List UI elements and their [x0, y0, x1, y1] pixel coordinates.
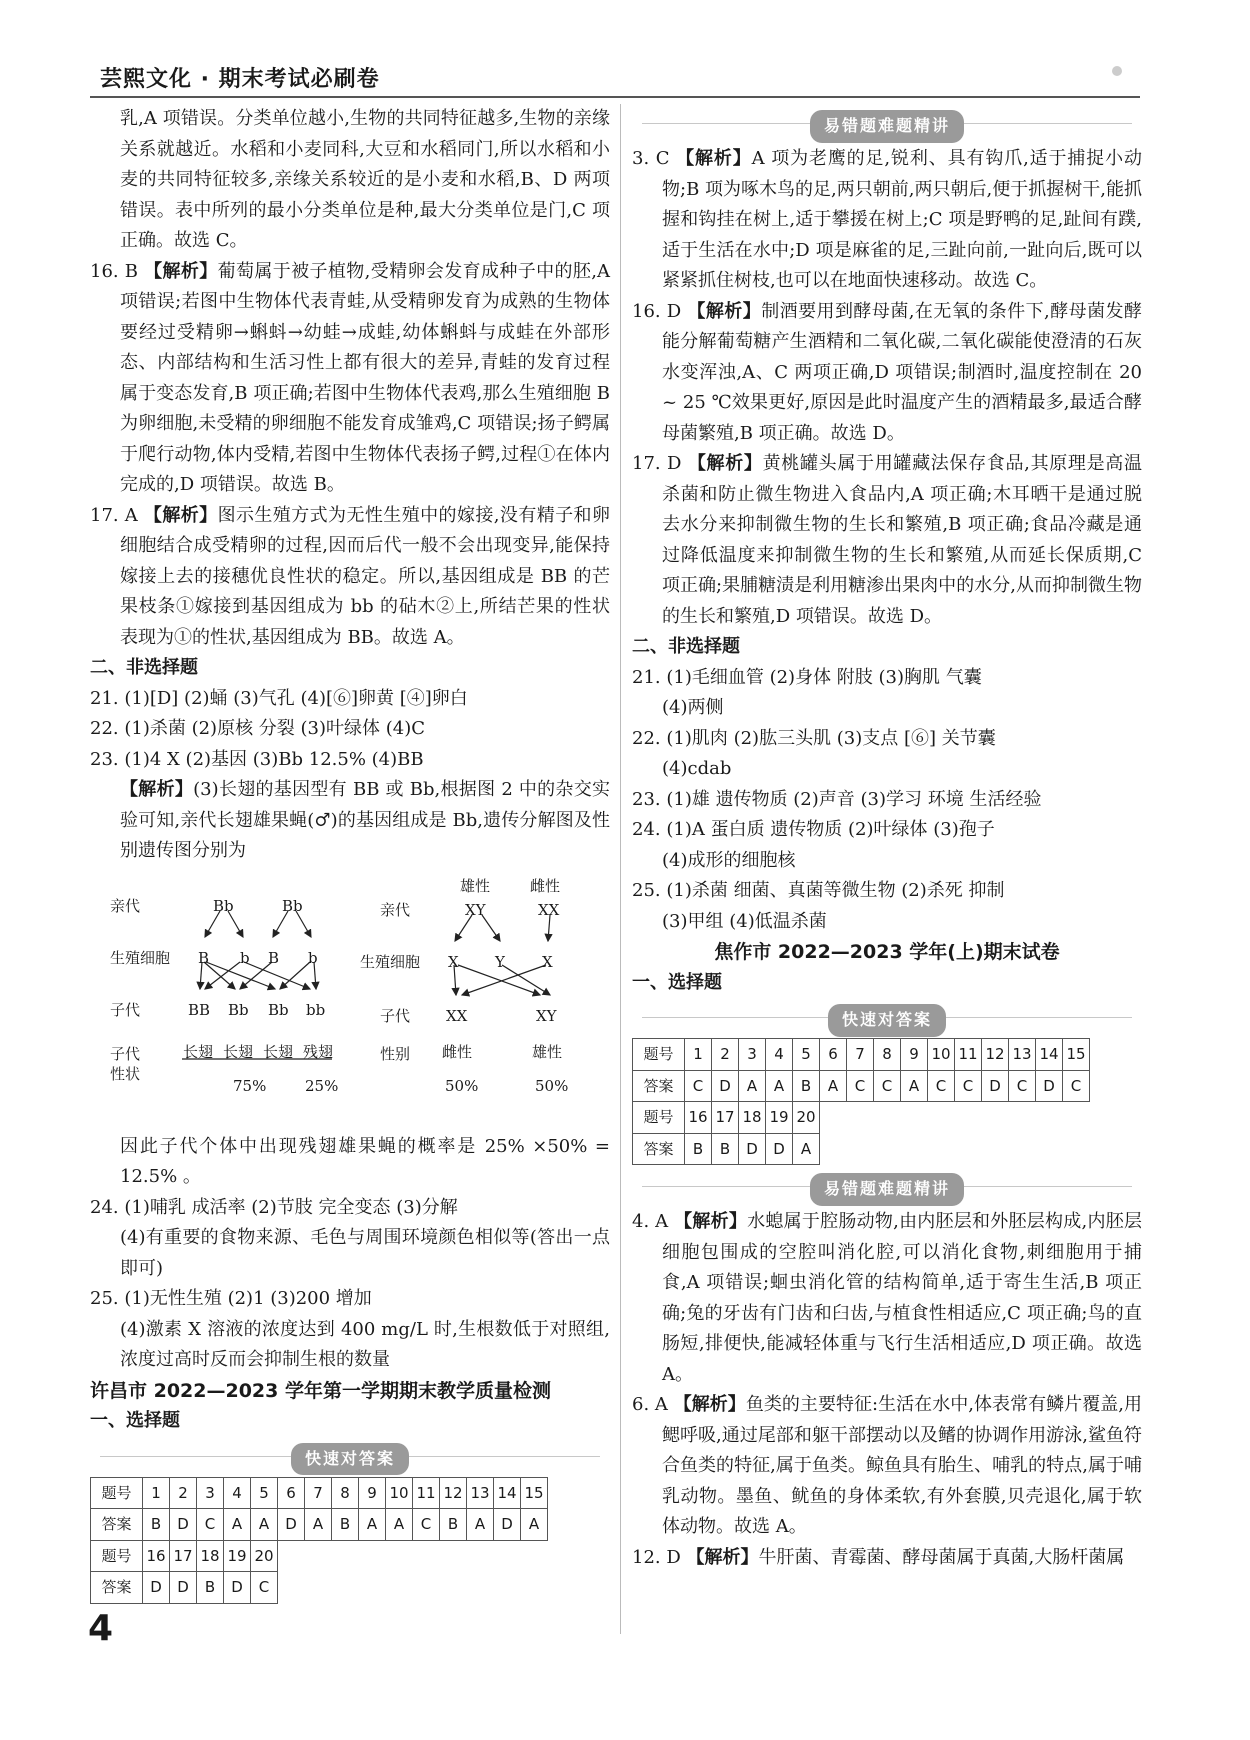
table-cell: B — [440, 1509, 467, 1541]
table-row — [91, 1572, 548, 1604]
table-cell: 9 — [359, 1477, 386, 1509]
q16-tag: 【解析】 — [687, 300, 762, 322]
table-cell: A — [467, 1509, 494, 1541]
table-cell: A — [521, 1509, 548, 1541]
q3-text: A 项为老鹰的足,锐利、具有钩爪,适于捕捉小动物;B 项为啄木鸟的足,两只朝前,两只朝后,便于抓握树干,能抓握和钩挂在树上,适于攀援在树上;C 项是野鸭的足,趾间有蹼,适于生活在水中;D 项是麻雀的足,三趾向前,一趾向后,既可以紧紧抓住树枝,也可以在地面快速移动。故选 C。 — [662, 148, 1143, 291]
table-cell: 5 — [793, 1039, 820, 1071]
table-cell: 3 — [197, 1477, 224, 1509]
q17-explanation — [90, 501, 610, 654]
q25-answer: 25. (1)无性生殖 (2)1 (3)200 增加 — [90, 1288, 372, 1309]
table-cell: B — [143, 1509, 170, 1541]
table-cell: 6 — [278, 1477, 305, 1509]
table-cell: 13 — [1009, 1039, 1036, 1071]
table-cell: D — [170, 1509, 197, 1541]
table-cell: A — [224, 1509, 251, 1541]
table-cell: 7 — [305, 1477, 332, 1509]
banner-label: 易错题难题精讲 — [810, 1173, 964, 1206]
table-cell: A — [766, 1070, 793, 1102]
table-row — [633, 1070, 1090, 1102]
table-cell: 20 — [793, 1102, 820, 1134]
table-cell: 17 — [712, 1102, 739, 1134]
q24-answer-cont: (4)成形的细胞核 — [662, 849, 796, 871]
q17-tag: 【解析】 — [143, 504, 218, 526]
table-cell: 10 — [386, 1477, 413, 1509]
right-column — [632, 104, 1142, 1573]
header-decoration — [1112, 66, 1122, 76]
table-cell: 14 — [494, 1477, 521, 1509]
q3-label: 3. C — [632, 148, 670, 169]
parent-genotype: XY — [465, 900, 486, 919]
section-heading: 一、选择题 — [90, 1410, 180, 1431]
table-cell: D — [1036, 1070, 1063, 1102]
table-cell: C — [874, 1070, 901, 1102]
table-cell: 19 — [224, 1540, 251, 1572]
table-cell: 16 — [685, 1102, 712, 1134]
table-cell: 12 — [440, 1477, 467, 1509]
parent-genotype: Bb — [282, 896, 303, 915]
answer-banner — [632, 1002, 1142, 1034]
q16-label: 16. D — [632, 300, 682, 322]
table-cell: 11 — [955, 1039, 982, 1071]
table-cell: C — [197, 1509, 224, 1541]
offspring-genotype: BB — [188, 1000, 211, 1019]
table-cell: 18 — [197, 1540, 224, 1572]
q16-explanation — [632, 297, 1142, 450]
banner-label: 快速对答案 — [291, 1443, 409, 1476]
table-cell: D — [712, 1070, 739, 1102]
section-heading: 一、选择题 — [632, 971, 722, 993]
banner-label: 易错题难题精讲 — [810, 110, 964, 143]
table-row — [91, 1477, 548, 1509]
table-cell: 答案 — [91, 1509, 143, 1541]
offspring-trait-label: 性状 — [110, 1064, 141, 1083]
table-cell: 答案 — [633, 1070, 685, 1102]
page-number: 4 — [88, 1608, 114, 1649]
parent-row-label: 亲代 — [380, 900, 411, 919]
table-cell: A — [251, 1509, 278, 1541]
q15-continuation: 乳,A 项错误。分类单位越小,生物的共同特征越多,生物的亲缘关系就越近。水稻和小麦同科,大豆和水稻同门,所以水稻和小麦的共同特征较多,亲缘关系较近的是小麦和水稻,B、D 两项错误。表中所列的最小分类单位是种,最大分类单位是门,C 项正确。故选 C。 — [120, 108, 610, 251]
q3-tag: 【解析】 — [676, 148, 752, 169]
table-cell: 19 — [766, 1102, 793, 1134]
trait: 残翅 — [303, 1042, 334, 1061]
exam-title: 焦作市 2022—2023 学年(上)期末试卷 — [714, 941, 1060, 963]
offspring-row-label: 子代 — [380, 1006, 411, 1025]
q24-answer-cont: (4)有重要的食物来源、毛色与周围环境颜色相似等(答出一点即可) — [120, 1227, 610, 1279]
table-cell: D — [143, 1572, 170, 1604]
table-cell: A — [359, 1509, 386, 1541]
q3-explanation — [632, 144, 1142, 297]
offspring-trait-label: 子代 — [110, 1044, 141, 1063]
table-row — [91, 1509, 548, 1541]
q16-explanation — [90, 257, 610, 501]
sex-label: 雌性 — [530, 876, 561, 895]
table-cell: C — [955, 1070, 982, 1102]
offspring-genotype: XY — [536, 1006, 557, 1025]
table-cell: 18 — [739, 1102, 766, 1134]
table-row — [633, 1039, 1090, 1071]
q23-calculation: 因此子代个体中出现残翅雄果蝇的概率是 25% ×50% = 12.5% 。 — [120, 1135, 610, 1187]
table-row — [91, 1540, 548, 1572]
gamete: X — [448, 952, 459, 971]
table-cell: 5 — [251, 1477, 278, 1509]
gamete-row-label: 生殖细胞 — [110, 948, 171, 967]
answer-table — [632, 1038, 1090, 1165]
table-row — [633, 1102, 1090, 1134]
table-cell: 13 — [467, 1477, 494, 1509]
table-cell: A — [386, 1509, 413, 1541]
table-cell: 答案 — [91, 1572, 143, 1604]
sex-label: 雄性 — [460, 876, 491, 895]
table-cell: B — [793, 1070, 820, 1102]
table-cell: D — [982, 1070, 1009, 1102]
q23-answer: 23. (1)雄 遗传物质 (2)声音 (3)学习 环境 生活经验 — [632, 788, 1042, 810]
q6-text: 鱼类的主要特征:生活在水中,体表常有鳞片覆盖,用鳃呼吸,通过尾部和躯干部摆动以及鳍的协调作用游泳,鲨鱼符合鱼类的特征,属于鱼类。鲸鱼具有胎生、哺乳的特点,属于哺乳动物。墨鱼、鱿鱼的身体柔软,有外套膜,贝壳退化,属于软体动物。故选 A。 — [662, 1394, 1143, 1537]
table-cell: 题号 — [633, 1102, 685, 1134]
table-cell: 7 — [847, 1039, 874, 1071]
table-cell: A — [901, 1070, 928, 1102]
q25-answer: 25. (1)杀菌 细菌、真菌等微生物 (2)杀死 抑制 — [632, 880, 1005, 901]
exam-title: 许昌市 2022—2023 学年第一学期期末教学质量检测 — [90, 1379, 551, 1402]
table-cell: 2 — [712, 1039, 739, 1071]
q24-answer: 24. (1)哺乳 成活率 (2)节肢 完全变态 (3)分解 — [90, 1196, 458, 1218]
table-cell: 20 — [251, 1540, 278, 1572]
q23-tag: 【解析】 — [120, 779, 194, 800]
q17-text: 图示生殖方式为无性生殖中的嫁接,没有精子和卵细胞结合成受精卵的过程,因而后代一般不会出现变异,能保持嫁接上去的接穗优良性状的稳定。所以,基因组成是 BB 的芒果枝条①嫁接到基因组成为 bb 的砧木②上,所结芒果的性状表现为①的性状,基因组成为 BB。故选 A。 — [120, 504, 610, 648]
section-heading: 二、非选择题 — [632, 636, 740, 657]
offspring-genotype: XX — [446, 1006, 468, 1025]
table-cell: 1 — [143, 1477, 170, 1509]
table-cell: B — [685, 1133, 712, 1165]
offspring-genotype: Bb — [268, 1000, 289, 1019]
gamete: b — [240, 948, 250, 967]
ratio: 25% — [305, 1076, 339, 1095]
table-cell: D — [494, 1509, 521, 1541]
q16-label: 16. B — [90, 260, 138, 282]
q21-answer: 21. (1)毛细血管 (2)身体 附肢 (3)胸肌 气囊 — [632, 666, 982, 688]
q22-answer: 22. (1)杀菌 (2)原核 分裂 (3)叶绿体 (4)C — [90, 718, 425, 739]
table-cell: 16 — [143, 1540, 170, 1572]
q6-label: 6. A — [632, 1394, 668, 1415]
tips-banner — [632, 108, 1142, 140]
q25-answer-cont: (3)甲组 (4)低温杀菌 — [662, 910, 827, 932]
table-cell: C — [685, 1070, 712, 1102]
ratio: 50% — [445, 1076, 479, 1095]
q4-explanation — [632, 1207, 1142, 1390]
table-cell: 9 — [901, 1039, 928, 1071]
parent-genotype: XX — [538, 900, 560, 919]
section-heading: 二、非选择题 — [90, 657, 198, 678]
genetic-diagram — [90, 867, 610, 1132]
q12-text: 牛肝菌、青霉菌、酵母菌属于真菌,大肠杆菌属 — [758, 1546, 1125, 1568]
q21-answer-cont: (4)两侧 — [662, 697, 724, 718]
answer-banner — [90, 1441, 610, 1473]
q22-answer: 22. (1)肌肉 (2)肱三头肌 (3)支点 [⑥] 关节囊 — [632, 727, 996, 749]
header-title: 芸熙文化 · 期末考试必刷卷 — [100, 67, 380, 92]
q22-answer-cont: (4)cdab — [662, 758, 732, 779]
q23-note: (3)长翅的基因型有 BB 或 Bb,根据图 2 中的杂交实验可知,亲代长翅雄果蝇(♂)的基因组成是 Bb,遗传分解图及性别遗传图分别为 — [120, 779, 610, 861]
q23-answer: 23. (1)4 X (2)基因 (3)Bb 12.5% (4)BB — [90, 748, 424, 770]
q12-tag: 【解析】 — [686, 1546, 759, 1568]
q17-explanation — [632, 449, 1142, 632]
table-cell: 10 — [928, 1039, 955, 1071]
q12-explanation — [632, 1543, 1142, 1574]
table-cell: C — [847, 1070, 874, 1102]
table-cell: C — [1009, 1070, 1036, 1102]
table-cell: B — [712, 1133, 739, 1165]
table-cell: 12 — [982, 1039, 1009, 1071]
table-cell: C — [413, 1509, 440, 1541]
table-cell: 题号 — [633, 1039, 685, 1071]
q16-text: 葡萄属于被子植物,受精卵会发育成种子中的胚,A 项错误;若图中生物体代表青蛙,从受精卵发育为成熟的生物体要经过受精卵→蝌蚪→幼蛙→成蛙,幼体蝌蚪与成蛙在外部形态、内部结构和生活习性上都有很大的差异,青蛙的发育过程属于变态发育,B 项正确;若图中生物体代表鸡,那么生殖细胞 B 为卵细胞,未受精的卵细胞不能发育成雏鸡,C 项错误;扬子鳄属于爬行动物,体内受精,若图中生物体代表扬子鳄,过程①在体内完成的,D 项错误。故选 B。 — [120, 260, 611, 495]
answer-table — [90, 1477, 548, 1604]
offspring-sex: 雌性 — [442, 1042, 473, 1061]
table-cell: D — [766, 1133, 793, 1165]
table-cell: 8 — [874, 1039, 901, 1071]
left-column — [90, 104, 610, 1610]
trait: 长翅 — [223, 1042, 254, 1061]
table-cell: 3 — [739, 1039, 766, 1071]
gamete: B — [268, 948, 280, 967]
gamete: B — [198, 948, 210, 967]
table-cell: 题号 — [91, 1477, 143, 1509]
table-cell: 17 — [170, 1540, 197, 1572]
table-cell: D — [170, 1572, 197, 1604]
table-cell: D — [224, 1572, 251, 1604]
offspring-genotype: Bb — [228, 1000, 249, 1019]
table-row — [633, 1133, 1090, 1165]
offspring-genotype: bb — [306, 1000, 326, 1019]
q4-label: 4. A — [632, 1211, 669, 1232]
table-cell: 15 — [521, 1477, 548, 1509]
gamete: X — [542, 952, 553, 971]
table-cell: 4 — [766, 1039, 793, 1071]
q17-label: 17. A — [90, 504, 138, 526]
q17-text: 黄桃罐头属于用罐藏法保存食品,其原理是高温杀菌和防止微生物进入食品内,A 项正确;木耳晒干是通过脱去水分来抑制微生物的生长和繁殖,B 项正确;食品冷藏是通过降低温度来抑制微生物的生长和繁殖,从而延长保质期,C 项正确;果脯糖渍是利用糖渗出果肉中的水分,从而抑制微生物的生长和繁殖,D 项错误。故选 D。 — [662, 453, 1142, 627]
gamete-row-label: 生殖细胞 — [360, 952, 421, 971]
q4-tag: 【解析】 — [674, 1211, 748, 1232]
parent-row-label: 亲代 — [110, 896, 141, 915]
table-cell: C — [1063, 1070, 1090, 1102]
page-header — [90, 58, 1140, 98]
q6-explanation — [632, 1390, 1142, 1543]
q17-tag: 【解析】 — [687, 453, 763, 474]
q16-text: 制酒要用到酵母菌,在无氧的条件下,酵母菌发酵能分解葡萄糖产生酒精和二氧化碳,二氧化碳能使澄清的石灰水变浑浊,A、C 两项正确,D 项错误;制酒时,温度控制在 20 ~ 25 ℃效果更好,原因是此时温度产生的酒精最多,最适合酵母菌繁殖,B 项正确。故选 D。 — [662, 300, 1143, 444]
table-cell: A — [739, 1070, 766, 1102]
table-cell: 答案 — [633, 1133, 685, 1165]
q6-tag: 【解析】 — [673, 1394, 746, 1415]
q21-answer: 21. (1)[D] (2)蛹 (3)气孔 (4)[⑥]卵黄 [④]卵白 — [90, 687, 468, 709]
q24-answer: 24. (1)A 蛋白质 遗传物质 (2)叶绿体 (3)孢子 — [632, 819, 995, 840]
table-cell: A — [820, 1070, 847, 1102]
table-cell: D — [278, 1509, 305, 1541]
q25-answer-cont: (4)激素 X 溶液的浓度达到 400 mg/L 时,生根数低于对照组,浓度过高时反而会抑制生根的数量 — [120, 1318, 610, 1370]
tips-banner — [632, 1171, 1142, 1203]
table-cell: 8 — [332, 1477, 359, 1509]
table-cell: 4 — [224, 1477, 251, 1509]
header-rule — [90, 96, 1140, 98]
ratio: 50% — [535, 1076, 569, 1095]
sex-row-label: 性别 — [380, 1044, 411, 1063]
offspring-sex: 雄性 — [532, 1042, 563, 1061]
banner-label: 快速对答案 — [828, 1004, 946, 1037]
table-cell: 6 — [820, 1039, 847, 1071]
column-divider — [620, 104, 621, 1634]
q4-text: 水螅属于腔肠动物,由内胚层和外胚层构成,内胚层细胞包围成的空腔叫消化腔,可以消化食物,刺细胞用于捕食,A 项错误;蛔虫消化管的结构简单,适于寄生生活,B 项正确;兔的牙齿有门齿和臼齿,与植食性相适应,C 项正确;鸟的直肠短,排便快,能减轻体重与飞行生活相适应,D 项正确。故选 A。 — [662, 1211, 1142, 1385]
parent-genotype: Bb — [213, 896, 234, 915]
table-cell: 1 — [685, 1039, 712, 1071]
q12-label: 12. D — [632, 1546, 681, 1568]
table-cell: 2 — [170, 1477, 197, 1509]
diagram-arrows — [90, 867, 610, 1132]
table-cell: B — [332, 1509, 359, 1541]
trait: 长翅 — [263, 1042, 294, 1061]
table-cell: 14 — [1036, 1039, 1063, 1071]
table-cell: 11 — [413, 1477, 440, 1509]
gamete: Y — [495, 952, 505, 971]
offspring-row-label: 子代 — [110, 1000, 141, 1019]
table-cell: C — [251, 1572, 278, 1604]
table-cell: A — [793, 1133, 820, 1165]
table-cell: A — [305, 1509, 332, 1541]
gamete: b — [308, 948, 318, 967]
trait: 长翅 — [183, 1042, 214, 1061]
q17-label: 17. D — [632, 453, 682, 474]
table-cell: C — [928, 1070, 955, 1102]
table-cell: D — [739, 1133, 766, 1165]
q16-tag: 【解析】 — [144, 260, 218, 282]
table-cell: B — [197, 1572, 224, 1604]
table-cell: 题号 — [91, 1540, 143, 1572]
q23-explanation — [90, 775, 610, 867]
table-cell: 15 — [1063, 1039, 1090, 1071]
ratio: 75% — [233, 1076, 267, 1095]
